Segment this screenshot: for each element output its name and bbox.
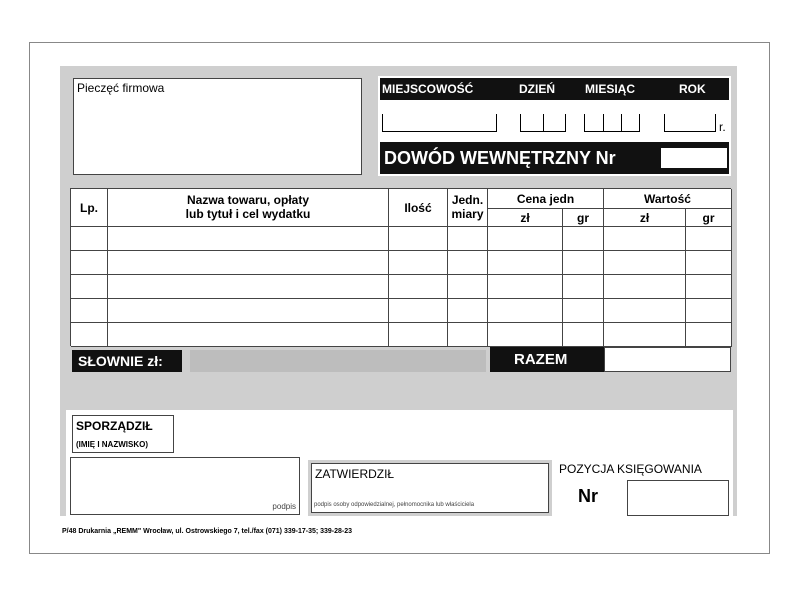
table-cell-qty[interactable] — [389, 275, 448, 299]
table-cell-unit[interactable] — [448, 227, 488, 251]
table-cell-unit[interactable] — [448, 323, 488, 347]
document-title: DOWÓD WEWNĘTRZNY Nr — [384, 148, 616, 168]
approved-signature-field[interactable] — [311, 463, 549, 513]
table-cell-lp[interactable] — [71, 251, 108, 275]
approved-label: ZATWIERDZIŁ — [315, 467, 395, 481]
table-cell-value-gr[interactable] — [686, 275, 732, 299]
col-value-header — [604, 189, 732, 209]
table-cell-price-gr[interactable] — [563, 251, 604, 275]
place-label: MIEJSCOWOŚĆ — [382, 82, 474, 96]
year-suffix: r. — [719, 120, 726, 134]
posting-nr-label: Nr — [578, 486, 599, 506]
table-cell-lp[interactable] — [71, 275, 108, 299]
table-cell-value-zl[interactable] — [604, 275, 686, 299]
table-cell-price-zl[interactable] — [488, 323, 563, 347]
table-cell-price-zl[interactable] — [488, 251, 563, 275]
table-cell-value-gr[interactable] — [686, 299, 732, 323]
year-field[interactable] — [664, 114, 716, 132]
month-field[interactable] — [584, 114, 640, 132]
table-cell-value-gr[interactable] — [686, 323, 732, 347]
day-field[interactable] — [520, 114, 566, 132]
table-cell-value-gr[interactable] — [686, 251, 732, 275]
table-cell-value-zl[interactable] — [604, 227, 686, 251]
col-qty-header — [389, 189, 448, 227]
table-cell-name[interactable] — [108, 275, 389, 299]
table-cell-name[interactable] — [108, 299, 389, 323]
prepared-signature-field[interactable] — [70, 457, 300, 515]
table-cell-price-gr[interactable] — [563, 227, 604, 251]
words-label-box — [72, 350, 182, 372]
company-stamp-label: Pieczęć firmowa — [77, 81, 165, 95]
col-price-header — [488, 189, 604, 209]
col-value-label: Wartość — [644, 192, 691, 206]
col-price-zl-label: zł — [520, 211, 530, 225]
approved-note: podpis osoby odpowiedzialnej, pełnomocnika lub właściciela — [314, 502, 475, 508]
date-panel — [378, 76, 731, 176]
prepared-label: SPORZĄDZIŁ — [76, 419, 153, 433]
table-cell-value-zl[interactable] — [604, 251, 686, 275]
document-number-field[interactable] — [661, 148, 727, 168]
posting-label: POZYCJA KSIĘGOWANIA — [559, 462, 702, 476]
table-cell-unit[interactable] — [448, 275, 488, 299]
date-header-bar — [380, 78, 729, 100]
printer-footer: P/48 Drukarnia „REMM" Wrocław, ul. Ostrowskiego 7, tel./fax (071) 339-17-35; 339-28-23 — [62, 528, 353, 535]
table-cell-value-zl[interactable] — [604, 323, 686, 347]
col-lp-header — [71, 189, 108, 227]
table-cell-price-gr[interactable] — [563, 323, 604, 347]
posting-number-field[interactable] — [627, 480, 729, 516]
table-cell-price-gr[interactable] — [563, 275, 604, 299]
table-cell-value-zl[interactable] — [604, 299, 686, 323]
words-amount-field[interactable] — [190, 350, 486, 372]
total-label: RAZEM — [514, 351, 568, 368]
col-unit-header — [448, 189, 488, 227]
col-value-zl-header — [604, 209, 686, 227]
words-label: SŁOWNIE zł: — [78, 353, 163, 369]
col-name-header — [108, 189, 389, 227]
col-unit-line2: miary — [451, 207, 484, 221]
col-price-gr-label: gr — [577, 211, 589, 225]
col-qty-label: Ilość — [404, 201, 432, 215]
table-cell-qty[interactable] — [389, 299, 448, 323]
place-field[interactable] — [382, 114, 497, 132]
document-title-bar — [380, 142, 729, 174]
prepared-signature-label: podpis — [272, 502, 296, 511]
table-cell-lp[interactable] — [71, 323, 108, 347]
prepared-sub-label: (IMIĘ I NAZWISKO) — [76, 440, 148, 449]
table-cell-qty[interactable] — [389, 251, 448, 275]
table-cell-qty[interactable] — [389, 323, 448, 347]
col-value-gr-label: gr — [702, 211, 715, 225]
company-stamp-box[interactable] — [73, 78, 362, 175]
table-cell-name[interactable] — [108, 227, 389, 251]
table-cell-lp[interactable] — [71, 227, 108, 251]
col-name-line1: Nazwa towaru, opłaty — [186, 193, 310, 207]
col-price-zl-header — [488, 209, 563, 227]
table-cell-name[interactable] — [108, 323, 389, 347]
table-cell-price-gr[interactable] — [563, 299, 604, 323]
month-label: MIESIĄC — [585, 82, 636, 96]
col-value-gr-header — [686, 209, 732, 227]
year-label: ROK — [679, 82, 706, 96]
table-cell-unit[interactable] — [448, 251, 488, 275]
col-lp-label: Lp. — [80, 201, 98, 215]
table-cell-unit[interactable] — [448, 299, 488, 323]
day-label: DZIEŃ — [519, 82, 555, 96]
table-cell-name[interactable] — [108, 251, 389, 275]
col-name-line2: lub tytuł i cel wydatku — [185, 207, 311, 221]
table-cell-price-zl[interactable] — [488, 275, 563, 299]
items-table — [70, 188, 731, 346]
col-price-label: Cena jedn — [516, 192, 575, 206]
table-cell-value-gr[interactable] — [686, 227, 732, 251]
table-cell-lp[interactable] — [71, 299, 108, 323]
col-value-zl-label: zł — [639, 211, 650, 225]
total-value-field[interactable] — [604, 347, 731, 372]
table-cell-price-zl[interactable] — [488, 299, 563, 323]
total-label-box — [490, 347, 604, 372]
col-unit-line1: Jedn. — [451, 193, 484, 207]
col-price-gr-header — [563, 209, 604, 227]
prepared-label-box — [72, 415, 174, 453]
table-cell-price-zl[interactable] — [488, 227, 563, 251]
table-cell-qty[interactable] — [389, 227, 448, 251]
